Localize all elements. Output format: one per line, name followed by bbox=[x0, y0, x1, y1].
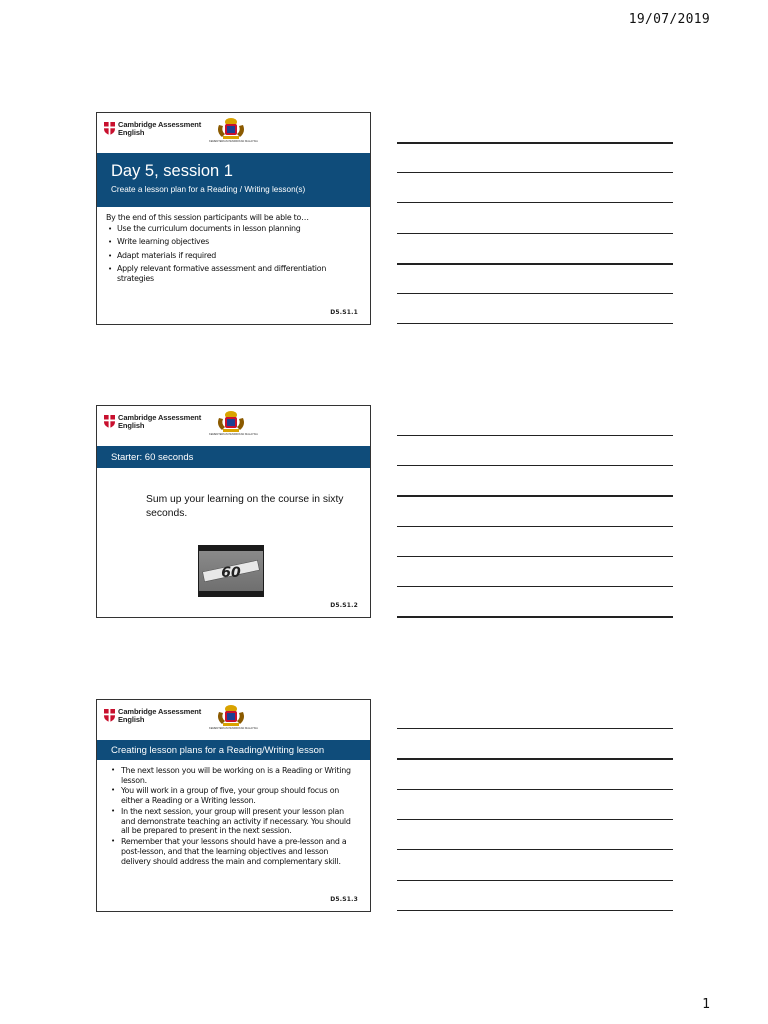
cambridge-shield-icon bbox=[104, 122, 115, 135]
slide-intro: By the end of this session participants will be able to… bbox=[106, 213, 309, 222]
crest-icon bbox=[216, 703, 246, 727]
cambridge-name: Cambridge Assessment bbox=[118, 707, 202, 716]
note-line bbox=[397, 202, 673, 203]
cambridge-logo bbox=[104, 708, 201, 724]
slide-title: Starter: 60 seconds bbox=[97, 446, 370, 468]
list-item: • Write learning objectives bbox=[106, 237, 361, 247]
list-item: • Apply relevant formative assessment and differentiation strategies bbox=[106, 264, 361, 284]
note-line bbox=[397, 435, 673, 436]
slide-thumbnail-1 bbox=[96, 112, 371, 325]
note-line bbox=[397, 263, 673, 265]
list-item: • You will work in a group of five, your group should focus on either a Reading or a Writing lesson. bbox=[111, 786, 356, 806]
note-line bbox=[397, 293, 673, 294]
note-line bbox=[397, 758, 673, 760]
note-line bbox=[397, 880, 673, 881]
note-line bbox=[397, 789, 673, 790]
note-line bbox=[397, 465, 673, 466]
cambridge-subname: English bbox=[118, 421, 145, 430]
note-line bbox=[397, 526, 673, 527]
list-item: • The next lesson you will be working on is a Reading or Writing lesson. bbox=[111, 766, 356, 786]
slide-subtitle: Create a lesson plan for a Reading / Writing lesson(s) bbox=[111, 185, 306, 194]
crest-caption: KEMENTERIAN PENDIDIKAN MALAYSIA bbox=[209, 433, 258, 436]
video-thumbnail[interactable] bbox=[198, 545, 264, 597]
crest-icon bbox=[216, 116, 246, 140]
notes-lines-2 bbox=[397, 435, 673, 619]
note-line bbox=[397, 616, 673, 618]
list-item: • Use the curriculum documents in lesson planning bbox=[106, 224, 361, 234]
objective-list bbox=[106, 224, 361, 284]
slide-code: D5.S1.3 bbox=[330, 896, 358, 903]
video-label: 60 bbox=[221, 565, 241, 581]
note-line bbox=[397, 849, 673, 850]
page-number: 1 bbox=[702, 997, 710, 1012]
note-line bbox=[397, 556, 673, 557]
crest-caption: KEMENTERIAN PENDIDIKAN MALAYSIA bbox=[209, 140, 258, 143]
slide-thumbnail-3 bbox=[96, 699, 371, 912]
print-date: 19/07/2019 bbox=[628, 12, 710, 27]
list-item: • Adapt materials if required bbox=[106, 251, 361, 261]
slide-title-band bbox=[97, 153, 370, 207]
ministry-crest bbox=[209, 116, 258, 148]
cambridge-subname: English bbox=[118, 715, 145, 724]
crest-icon bbox=[216, 409, 246, 433]
ministry-crest bbox=[209, 409, 258, 441]
slide-thumbnail-2 bbox=[96, 405, 371, 618]
slide-title: Creating lesson plans for a Reading/Writing lesson bbox=[97, 740, 370, 760]
cambridge-name: Cambridge Assessment bbox=[118, 120, 202, 129]
slide-logo-row bbox=[97, 113, 370, 153]
slide-logo-row bbox=[97, 700, 370, 740]
note-line bbox=[397, 172, 673, 173]
ministry-crest bbox=[209, 703, 258, 735]
note-line bbox=[397, 323, 673, 324]
cambridge-logo bbox=[104, 414, 201, 430]
slide-title: Day 5, session 1 bbox=[111, 162, 233, 180]
note-line bbox=[397, 142, 673, 144]
slide-logo-row bbox=[97, 406, 370, 446]
slide-code: D5.S1.1 bbox=[330, 309, 358, 316]
notes-lines-3 bbox=[397, 728, 673, 912]
crest-caption: KEMENTERIAN PENDIDIKAN MALAYSIA bbox=[209, 727, 258, 730]
cambridge-logo bbox=[104, 121, 201, 137]
instruction-list bbox=[111, 766, 356, 867]
slide-body bbox=[97, 207, 370, 284]
note-line bbox=[397, 728, 673, 729]
notes-lines-1 bbox=[397, 142, 673, 326]
list-item: • Remember that your lessons should have a pre-lesson and a post-lesson, and that the learning objectives and lesson delivery should address the main and complementary skill. bbox=[111, 837, 356, 867]
note-line bbox=[397, 495, 673, 497]
cambridge-subname: English bbox=[118, 128, 145, 137]
note-line bbox=[397, 233, 673, 234]
slide-body bbox=[97, 760, 370, 867]
cambridge-shield-icon bbox=[104, 415, 115, 428]
cambridge-name: Cambridge Assessment bbox=[118, 413, 202, 422]
cambridge-shield-icon bbox=[104, 709, 115, 722]
note-line bbox=[397, 819, 673, 820]
note-line bbox=[397, 586, 673, 587]
slide-code: D5.S1.2 bbox=[330, 602, 358, 609]
note-line bbox=[397, 910, 673, 911]
slide-text: Sum up your learning on the course in sixty seconds. bbox=[146, 494, 344, 519]
list-item: • In the next session, your group will present your lesson plan and demonstrate teaching an activity if necessary. You should all be prepared to present in the next session. bbox=[111, 807, 356, 837]
